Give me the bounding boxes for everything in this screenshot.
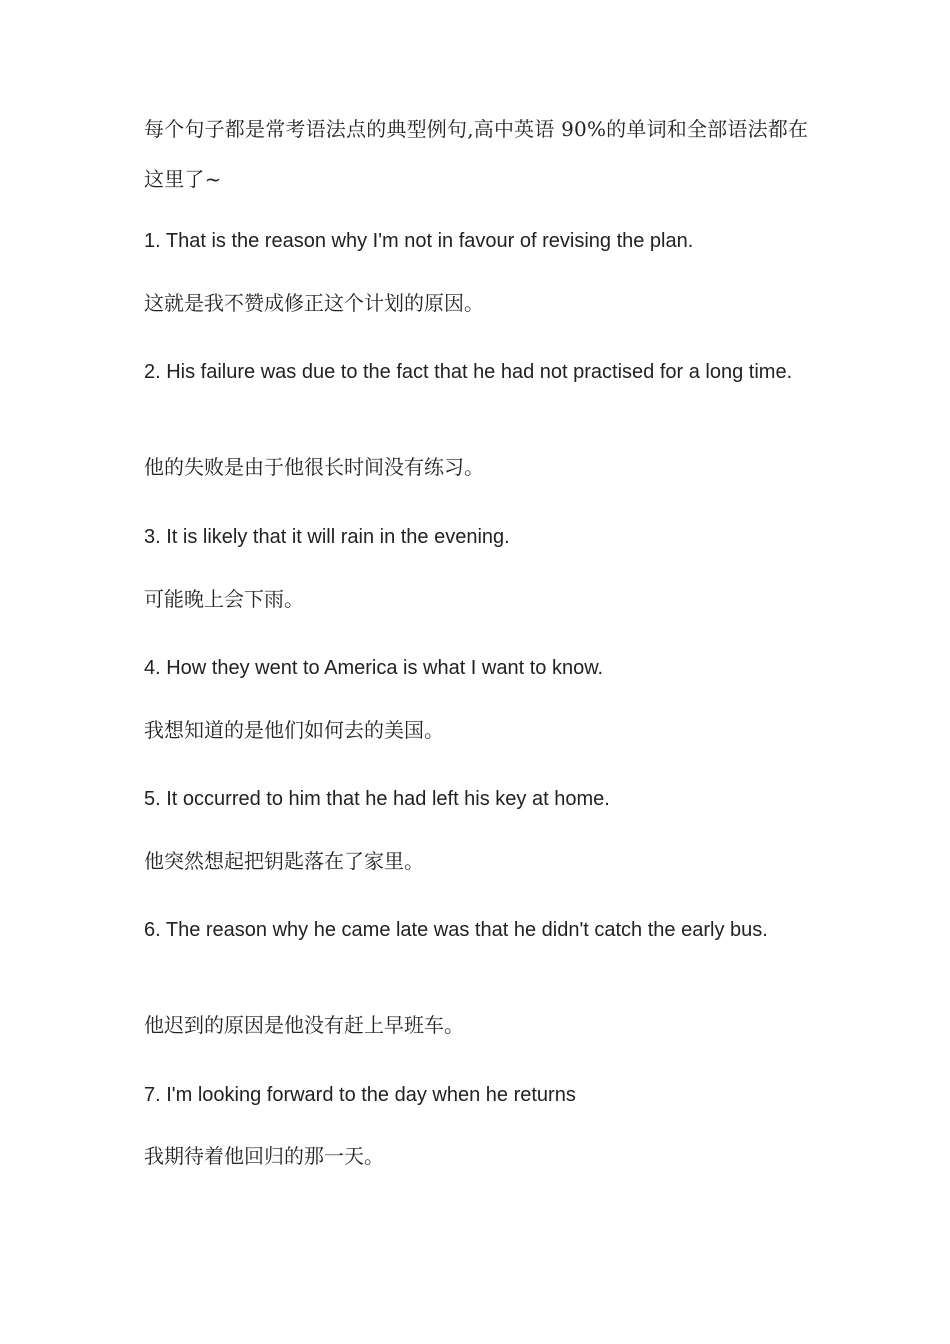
sentence-1-english: 1. That is the reason why I'm not in favour of revising the plan. xyxy=(144,230,694,252)
sentence-6-english: 6. The reason why he came late was that he didn't catch the early bus. xyxy=(144,919,768,941)
intro-paragraph: 每个句子都是常考语法点的典型例句,高中英语 90%的单词和全部语法都在这里了~ xyxy=(144,117,809,191)
sentence-3-chinese: 可能晚上会下雨。 xyxy=(144,587,304,611)
sentence-5-english: 5. It occurred to him that he had left his key at home. xyxy=(144,788,610,810)
sentence-4-chinese: 我想知道的是他们如何去的美国。 xyxy=(144,718,444,742)
sentence-7-chinese: 我期待着他回归的那一天。 xyxy=(144,1144,384,1168)
sentence-3-english: 3. It is likely that it will rain in the evening. xyxy=(144,526,510,548)
sentence-7-english: 7. I'm looking forward to the day when he returns xyxy=(144,1084,576,1106)
sentence-2-english: 2. His failure was due to the fact that he had not practised for a long time. xyxy=(144,361,793,383)
sentence-6-chinese: 他迟到的原因是他没有赶上早班车。 xyxy=(144,1013,464,1037)
sentence-2-chinese: 他的失败是由于他很长时间没有练习。 xyxy=(144,455,484,479)
sentence-4-english: 4. How they went to America is what I want to know. xyxy=(144,657,604,679)
sentence-1-chinese: 这就是我不赞成修正这个计划的原因。 xyxy=(144,291,484,315)
sentence-5-chinese: 他突然想起把钥匙落在了家里。 xyxy=(144,849,424,873)
